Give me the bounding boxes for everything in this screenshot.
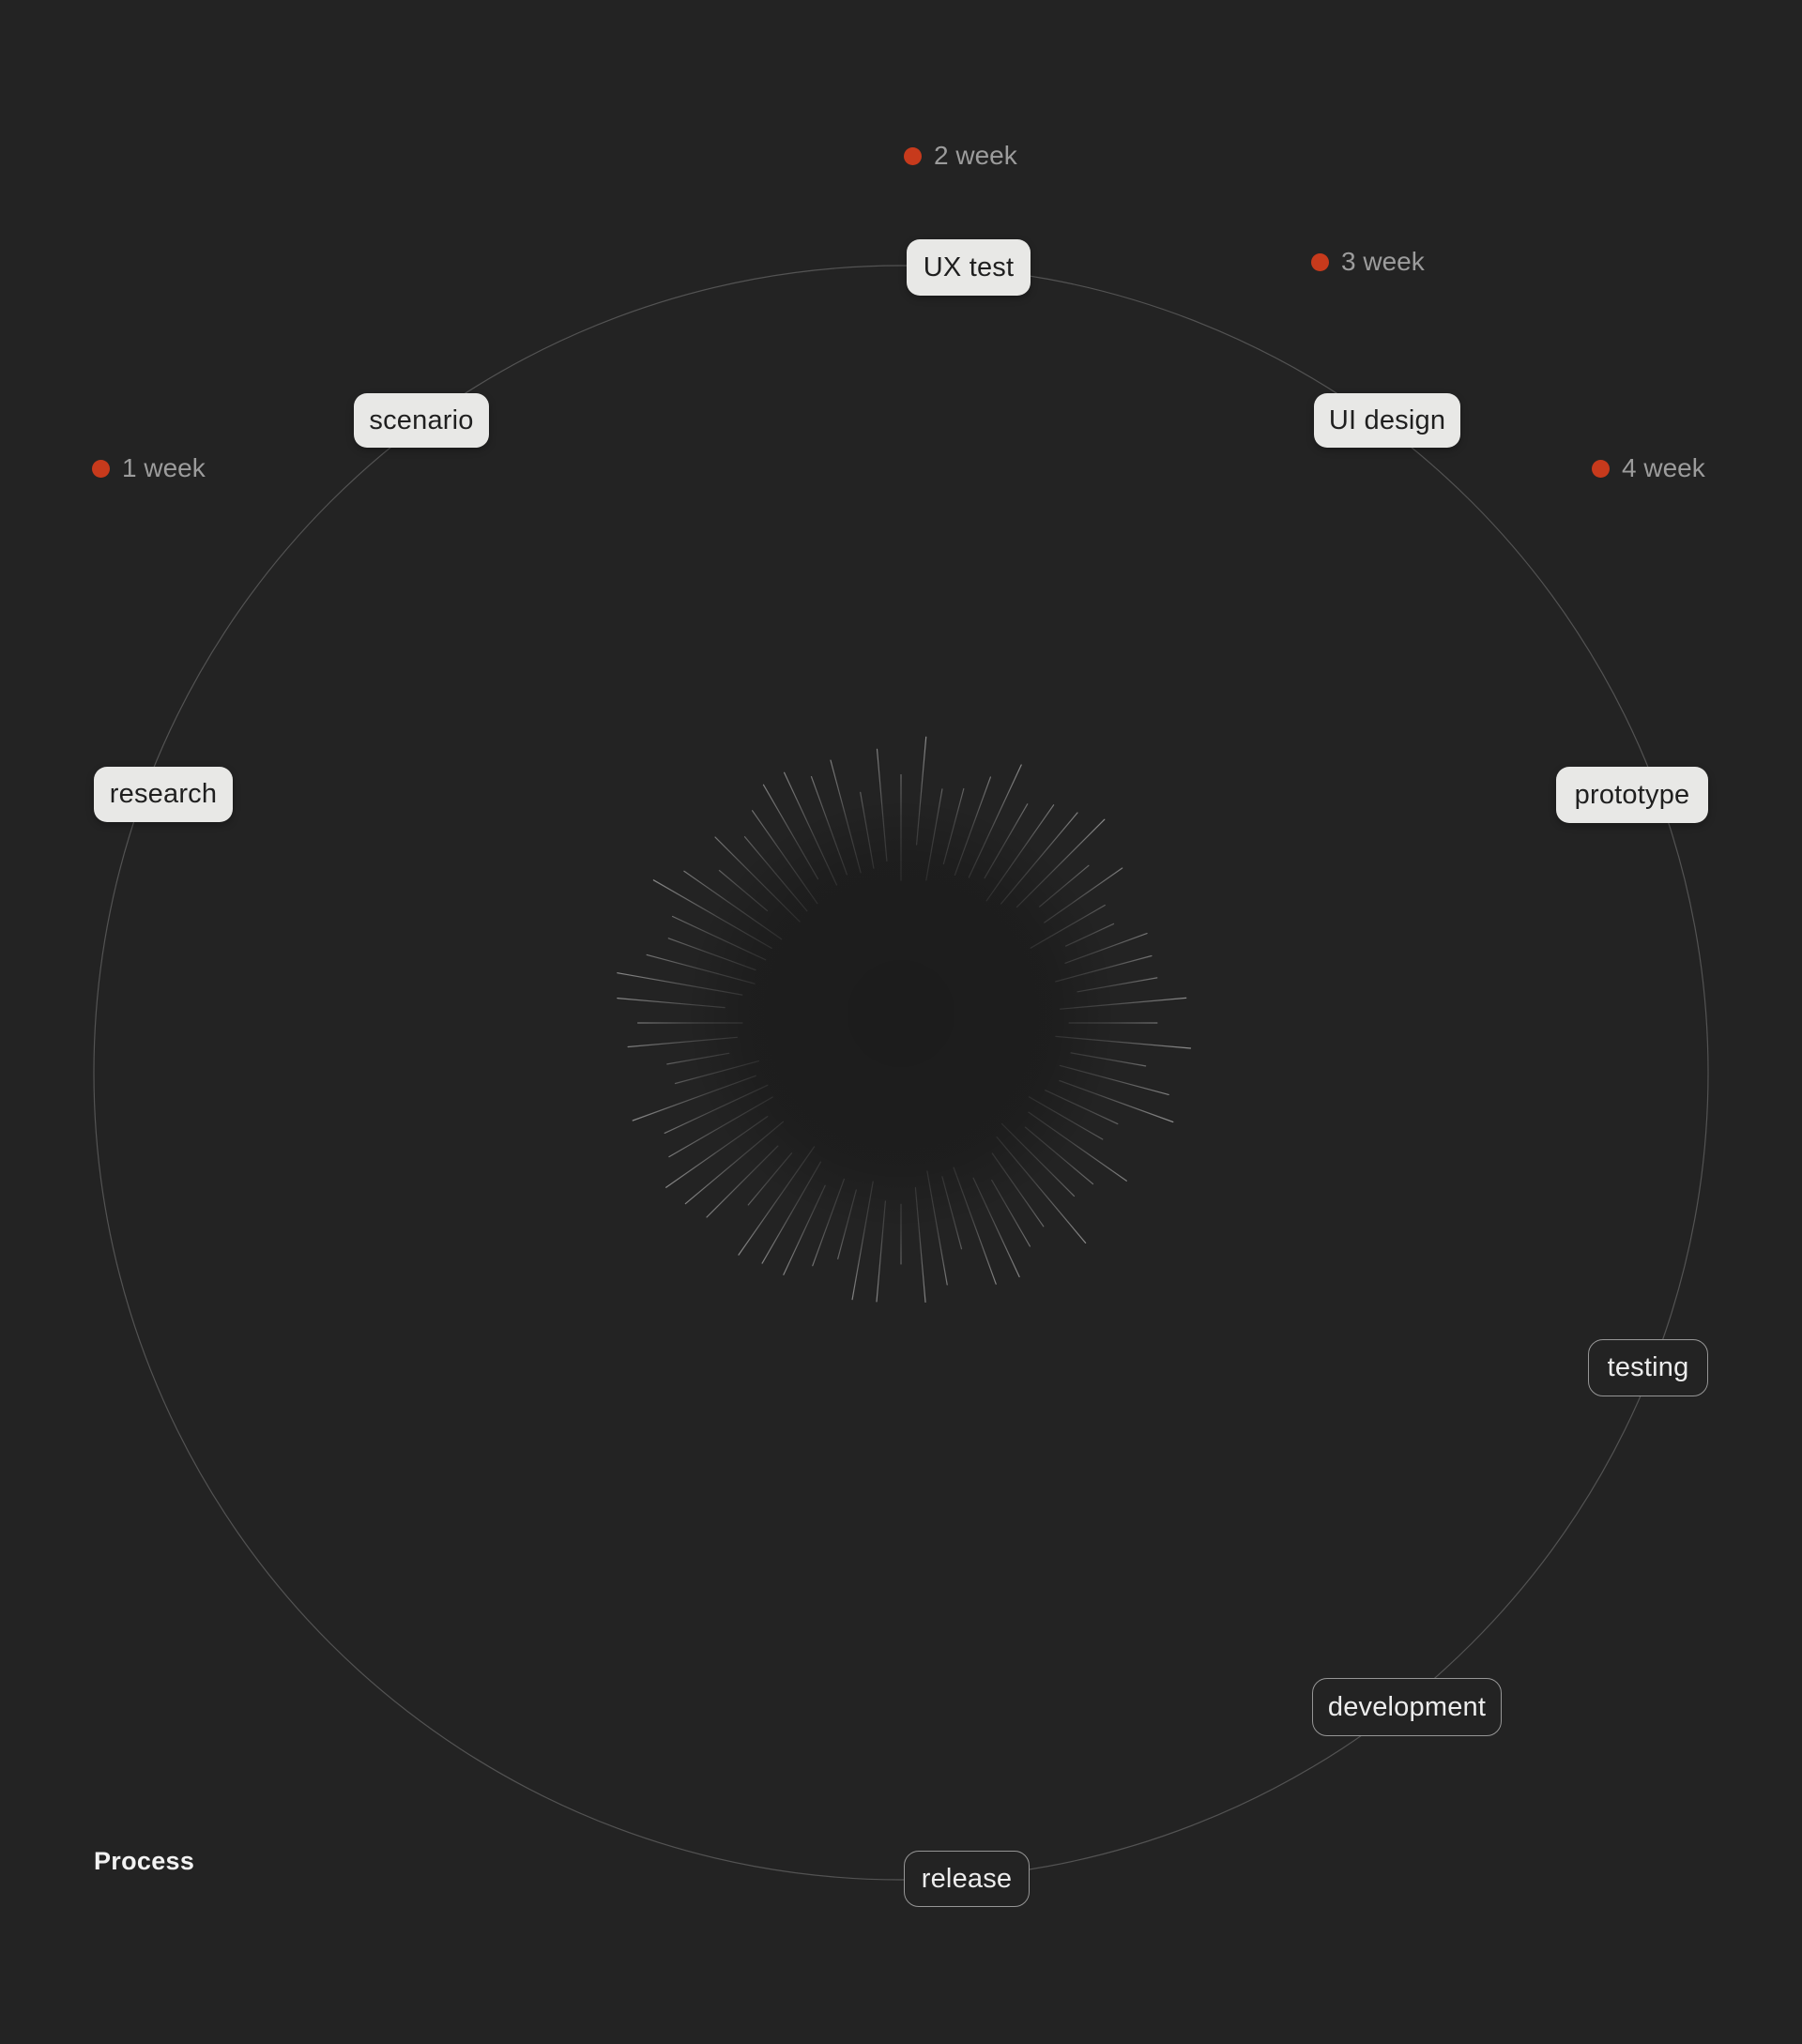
page-title: Process bbox=[94, 1847, 195, 1875]
stage-ui-design[interactable]: UI design bbox=[1314, 393, 1460, 448]
stage-research[interactable]: research bbox=[94, 767, 233, 822]
milestone-dot-icon bbox=[92, 460, 110, 478]
stage-development[interactable]: development bbox=[1312, 1678, 1502, 1736]
milestone-1-week bbox=[92, 454, 206, 482]
milestone-label: 1 week bbox=[122, 453, 206, 482]
stage-prototype[interactable]: prototype bbox=[1556, 767, 1708, 823]
stage-release[interactable]: release bbox=[904, 1851, 1030, 1907]
milestone-4-week bbox=[1592, 454, 1705, 482]
milestone-2-week bbox=[904, 142, 1017, 170]
milestone-label: 4 week bbox=[1622, 453, 1705, 482]
milestone-dot-icon bbox=[904, 147, 922, 165]
stage-scenario[interactable]: scenario bbox=[354, 393, 489, 448]
milestone-dot-icon bbox=[1592, 460, 1610, 478]
stage-ux-test[interactable]: UX test bbox=[907, 239, 1031, 296]
milestone-label: 3 week bbox=[1341, 247, 1425, 276]
stage-testing[interactable]: testing bbox=[1588, 1339, 1708, 1396]
milestone-label: 2 week bbox=[934, 141, 1017, 170]
milestone-3-week bbox=[1311, 248, 1425, 276]
milestone-dot-icon bbox=[1311, 253, 1329, 271]
